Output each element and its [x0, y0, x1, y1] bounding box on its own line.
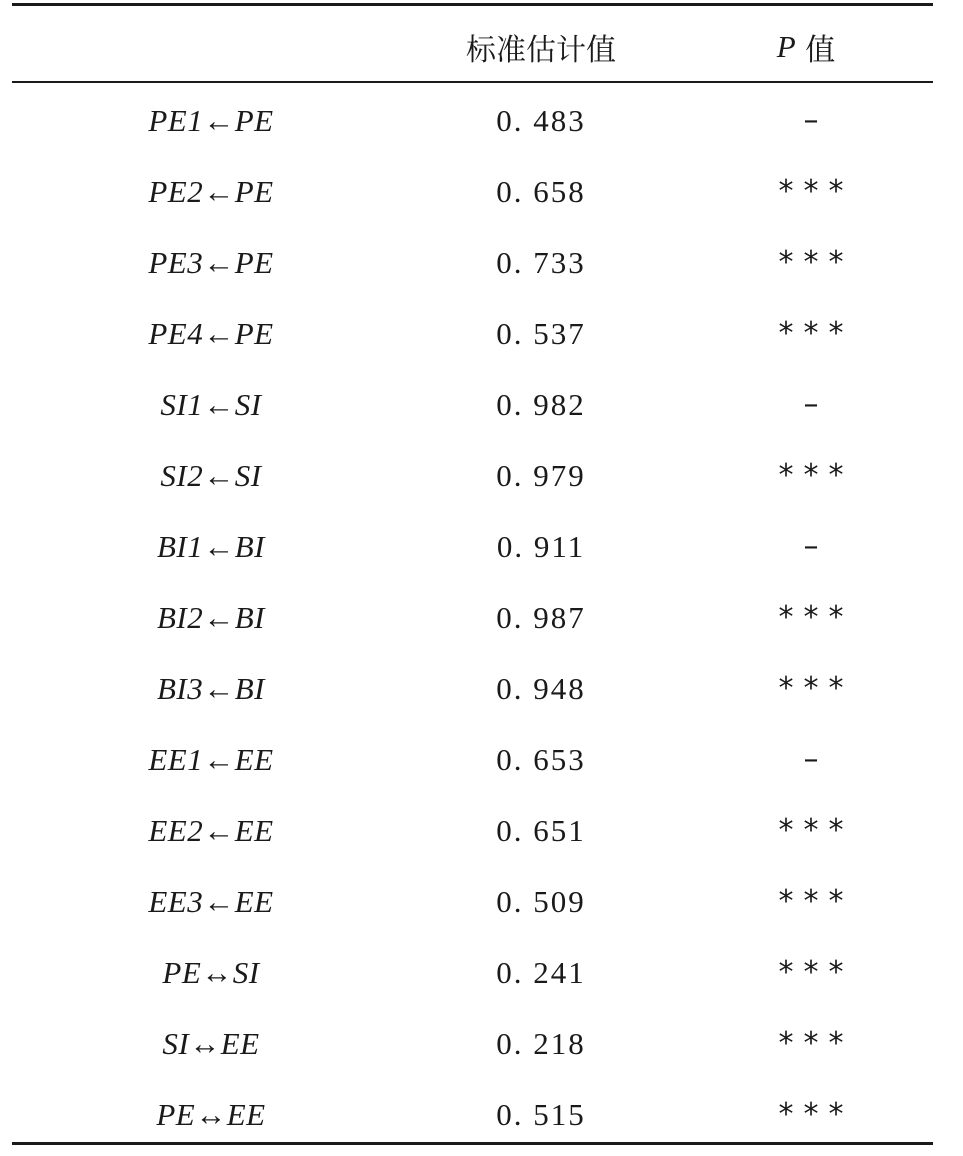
header-pvalue-cell	[696, 3, 916, 87]
table-row	[12, 85, 933, 156]
table-row	[12, 298, 933, 369]
pvalue-cell: ***	[778, 1026, 854, 1061]
path-cell: PE3←PE	[148, 244, 274, 280]
estimate-cell: 0. 911	[496, 528, 586, 564]
table-row	[12, 227, 933, 298]
table-row	[12, 511, 933, 582]
pvalue-cell: ***	[778, 174, 854, 209]
table-row	[12, 1079, 933, 1150]
estimates-table	[12, 3, 933, 1148]
estimate-cell: 0. 241	[496, 954, 586, 990]
path-cell: PE4←PE	[148, 315, 274, 351]
table-row	[12, 582, 933, 653]
table-bottom-rule	[12, 1142, 933, 1145]
path-cell: PE↔SI	[162, 954, 260, 990]
estimate-cell: 0. 979	[496, 457, 586, 493]
path-cell: EE3←EE	[148, 883, 274, 919]
path-cell: EE2←EE	[148, 812, 274, 848]
path-cell: BI3←BI	[156, 670, 266, 706]
pvalue-cell: ***	[778, 671, 854, 706]
table-row	[12, 866, 933, 937]
table-row	[12, 440, 933, 511]
path-cell: SI↔EE	[162, 1025, 260, 1061]
pvalue-cell: ***	[778, 458, 854, 493]
header-pvalue-symbol: P	[776, 29, 796, 64]
path-cell: PE2←PE	[148, 173, 274, 209]
path-cell: SI2←SI	[160, 457, 262, 493]
pvalue-cell: ***	[778, 600, 854, 635]
table-row	[12, 724, 933, 795]
header-pvalue-suffix: 值	[795, 33, 836, 68]
path-cell: PE1←PE	[148, 102, 274, 138]
path-cell: PE↔EE	[156, 1096, 266, 1132]
estimate-cell: 0. 651	[496, 812, 586, 848]
estimate-cell: 0. 948	[496, 670, 586, 706]
pvalue-cell: ***	[778, 316, 854, 351]
table-header-rule	[12, 81, 933, 83]
pvalue-cell: ***	[778, 813, 854, 848]
table-header-row	[12, 3, 933, 83]
path-cell: BI1←BI	[156, 528, 266, 564]
header-estimate-cell: 标准估计值	[466, 33, 616, 68]
estimate-cell: 0. 987	[496, 599, 586, 635]
table-row	[12, 937, 933, 1008]
table-row	[12, 156, 933, 227]
estimate-cell: 0. 537	[496, 315, 586, 351]
pvalue-cell: ***	[778, 884, 854, 919]
pvalue-cell: ***	[778, 1097, 854, 1132]
table-row	[12, 1008, 933, 1079]
pvalue-cell: ***	[778, 955, 854, 990]
estimate-cell: 0. 733	[496, 244, 586, 280]
estimate-cell: 0. 483	[496, 102, 586, 138]
estimate-cell: 0. 658	[496, 173, 586, 209]
estimate-cell: 0. 509	[496, 883, 586, 919]
path-cell: SI1←SI	[160, 386, 262, 422]
pvalue-cell: –	[803, 103, 829, 138]
pvalue-cell: ***	[778, 245, 854, 280]
estimate-cell: 0. 982	[496, 386, 586, 422]
table-row	[12, 369, 933, 440]
header-path-cell	[84, 3, 338, 87]
estimate-cell: 0. 653	[496, 741, 586, 777]
pvalue-cell: –	[803, 742, 829, 777]
estimate-cell: 0. 218	[496, 1025, 586, 1061]
table-row	[12, 795, 933, 866]
pvalue-cell: –	[803, 529, 829, 564]
pvalue-cell: –	[803, 387, 829, 422]
path-cell: EE1←EE	[148, 741, 274, 777]
estimate-cell: 0. 515	[496, 1096, 586, 1132]
path-cell: BI2←BI	[156, 599, 266, 635]
table-row	[12, 653, 933, 724]
